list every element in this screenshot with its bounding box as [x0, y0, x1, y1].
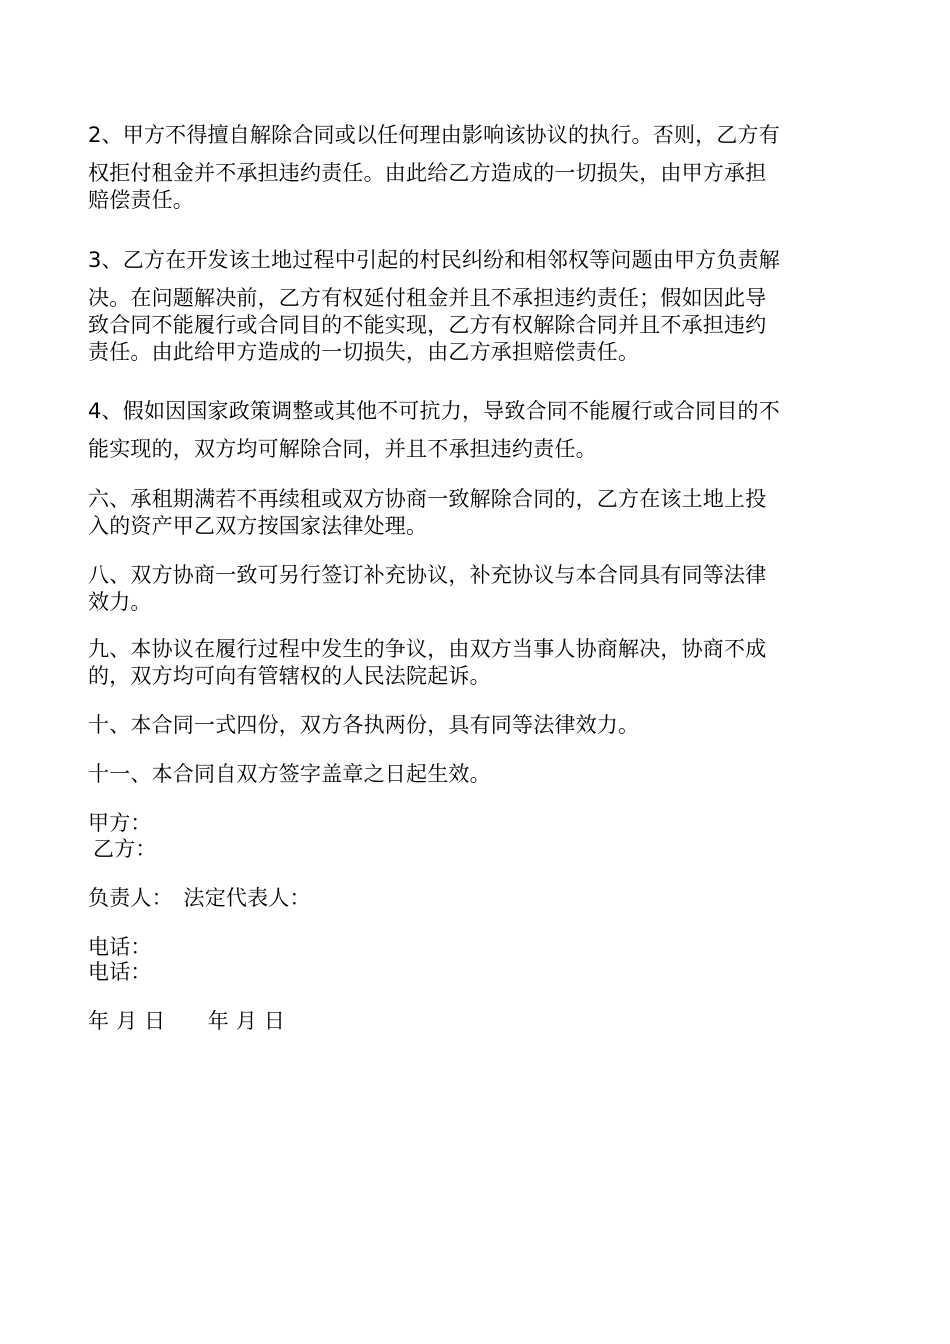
- clause-3-line-4: 责任。由此给甲方造成的一切损失，由乙方承担赔偿责任。: [88, 340, 640, 364]
- phone-a-label: 电话：: [88, 935, 152, 959]
- clause-9-line-1: 九、本协议在履行过程中发生的争议，由双方当事人协商解决，协商不成: [88, 637, 767, 661]
- clause-3-line-1: 3、乙方在开发该土地过程中引起的村民纠纷和相邻权等问题由甲方负责解: [88, 248, 780, 272]
- clause-6-line-2: 入的资产甲乙双方按国家法律处理。: [88, 514, 428, 538]
- clause-9-line-2: 的，双方均可向有管辖权的人民法院起诉。: [88, 664, 491, 688]
- clause-3-line-2: 决。在问题解决前，乙方有权延付租金并且不承担违约责任；假如因此导: [88, 286, 767, 310]
- clause-11-line-1: 十一、本合同自双方签字盖章之日起生效。: [88, 762, 491, 786]
- clause-4-line-2: 能实现的，双方均可解除合同，并且不承担违约责任。: [88, 437, 597, 461]
- clause-4-line-1: 4、假如因国家政策调整或其他不可抗力，导致合同不能履行或合同目的不: [88, 399, 780, 423]
- document-page: [88, 0, 868, 1344]
- clause-6-line-1: 六、承租期满若不再续租或双方协商一致解除合同的，乙方在该土地上投: [88, 487, 767, 511]
- clause-3-line-3: 致合同不能履行或合同目的不能实现，乙方有权解除合同并且不承担违约: [88, 313, 767, 337]
- phone-b-label: 电话：: [88, 960, 152, 984]
- clause-2-line-2: 权拒付租金并不承担违约责任。由此给乙方造成的一切损失，由甲方承担: [88, 161, 767, 185]
- responsible-person-line: 负责人： 法定代表人：: [88, 886, 311, 910]
- clause-2-line-3: 赔偿责任。: [88, 188, 194, 212]
- party-a-label: 甲方：: [88, 811, 152, 835]
- date-line: 年 月 日 年 月 日: [88, 1009, 286, 1033]
- clause-8-line-2: 效力。: [88, 590, 152, 614]
- clause-8-line-1: 八、双方协商一致可另行签订补充协议，补充协议与本合同具有同等法律: [88, 563, 767, 587]
- party-b-label: 乙方：: [93, 837, 157, 861]
- clause-2-line-1: 2、甲方不得擅自解除合同或以任何理由影响该协议的执行。否则，乙方有: [88, 123, 780, 147]
- clause-10-line-1: 十、本合同一式四份，双方各执两份，具有同等法律效力。: [88, 713, 640, 737]
